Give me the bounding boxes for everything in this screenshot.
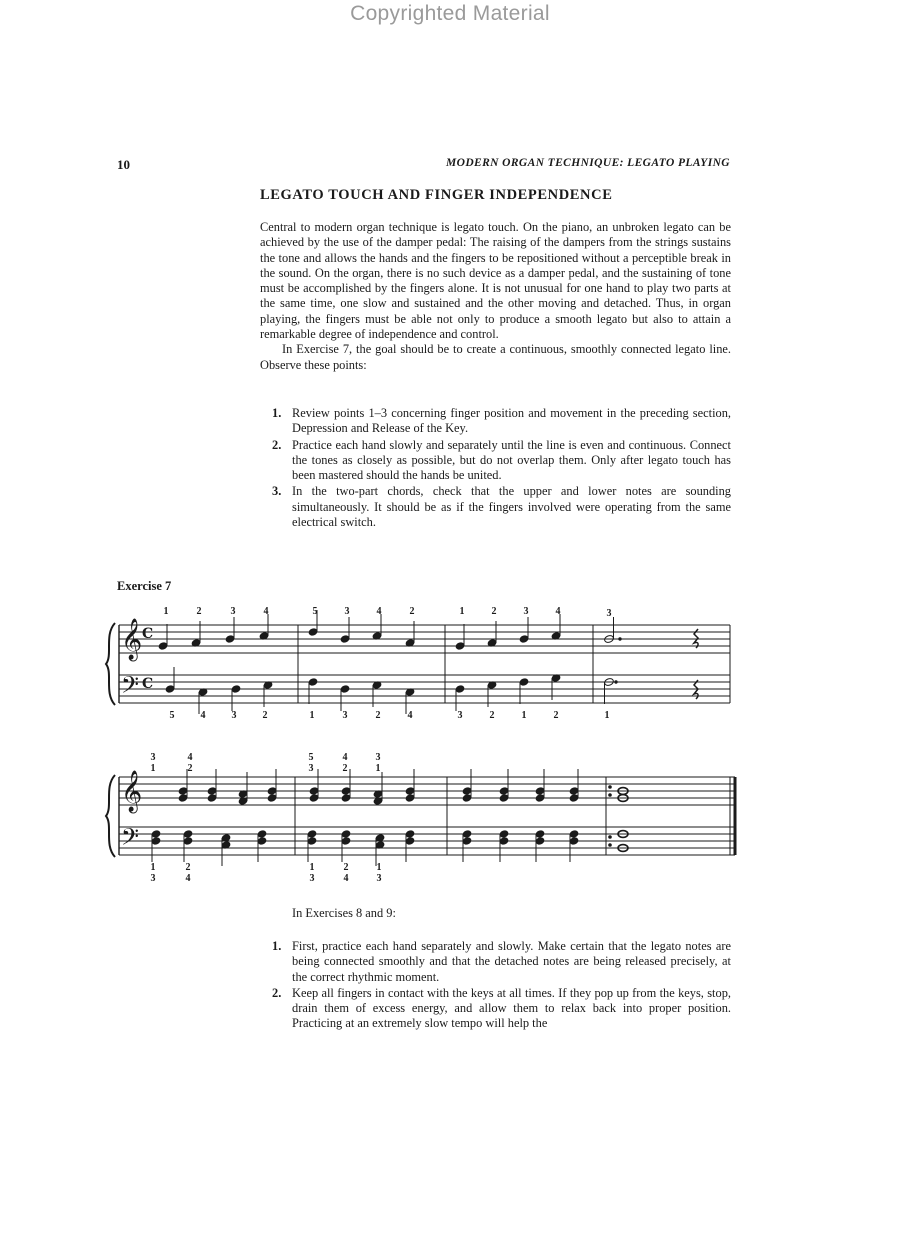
fingering-number: 3 [309, 873, 315, 884]
note-head [165, 685, 175, 693]
note-head [455, 642, 465, 650]
section-title: LEGATO TOUCH AND FINGER INDEPENDENCE [260, 187, 613, 203]
copyright-watermark: Copyrighted Material [350, 2, 550, 25]
fingering-number: 3 [344, 606, 350, 617]
fingering-number: 2 [491, 606, 497, 617]
fingering-number: 2 [262, 710, 268, 721]
fingering-number: 4 [555, 606, 561, 617]
running-title: MODERN ORGAN TECHNIQUE: LEGATO PLAYING [446, 157, 730, 169]
fingering-number: 3 [308, 763, 314, 774]
note-head [225, 635, 235, 643]
bass-clef-icon: 𝄢 [121, 823, 140, 856]
list-item-text: First, practice each hand separately and slowly. Make certain that the legato notes are being connected smoothly and that the detached notes are being released precisely, at the correct rhythmic moment. [292, 939, 731, 984]
fingering-number: 1 [375, 763, 381, 774]
fingering-number: 1 [309, 710, 315, 721]
fingering-number: 5 [312, 606, 318, 617]
list-item-text: Keep all fingers in contact with the keys at all times. If they pop up from the keys, stop, drain them of excess energy, and allow them to relax back into proper position. Practicing at an extremely slow tempo will help the [292, 985, 731, 1031]
common-time-icon: C [142, 676, 154, 692]
exercises-8-9-points-list [272, 939, 731, 1033]
fingering-number: 3 [150, 873, 156, 884]
fingering-number: 2 [553, 710, 559, 721]
fingering-number: 3 [457, 710, 463, 721]
fingering-number: 3 [342, 710, 348, 721]
fingering-number: 1 [163, 606, 169, 617]
brace-system-1 [106, 623, 115, 705]
fingering-number: 2 [375, 710, 381, 721]
fingering-number: 3 [230, 606, 236, 617]
fingering-number: 4 [185, 873, 191, 884]
list-item-text: Practice each hand slowly and separately until the line is even and continuous. Connect the tones as closely as possible, but do not overlap them. Only after legato touch has been mastered should the hands be united. [292, 437, 731, 483]
fingering-number: 3 [606, 608, 612, 619]
dot [619, 638, 621, 640]
list-item-text: Review points 1–3 concerning finger position and movement in the preceding section, Depression and Release of the Key. [292, 406, 731, 436]
fingering-number: 5 [308, 752, 314, 763]
fingering-number: 3 [150, 752, 156, 763]
fingering-number: 1 [309, 862, 315, 873]
fingering-number: 3 [376, 873, 382, 884]
exercise-7-label: Exercise 7 [117, 579, 172, 593]
list-item-number: 1. [272, 939, 282, 953]
exercises-8-9-heading: In Exercises 8 and 9: [292, 906, 396, 920]
list-item-text: In the two-part chords, check that the upper and lower notes are sounding simultaneously. It should be as if the fingers involved were operating from the same electrical switch. [292, 484, 731, 530]
treble-clef-icon: 𝄞 [121, 619, 143, 660]
paragraph-legato-touch: Central to modern organ technique is legato touch. On the piano, an unbroken legato can be achieved by the use of the damper pedal: The raising of the dampers from the strings sustains the tone and allows the hands and the fingers to be repositioned without a perceptible break in the sound. On the organ, there is no such device as a damper pedal, and the sustaining of tone must be accomplished by the fingers alone. It is not unusual for one hand to play two parts at the same time, one slow and sustained and the other moving and detached. Thus, in organ playing, the fingers must be able not only to produce a smooth legato but also to attain a remarkable degree of independence and control. [260, 220, 731, 342]
note-head [158, 642, 168, 650]
fingering-number: 1 [150, 763, 156, 774]
note-head [340, 685, 350, 693]
fingering-number: 4 [263, 606, 269, 617]
common-time-icon: C [142, 626, 154, 642]
list-item-number: 3. [272, 484, 282, 499]
fingering-number: 3 [375, 752, 381, 763]
treble-clef-icon: 𝄞 [121, 771, 143, 812]
page-number: 10 [117, 157, 130, 172]
fingering-number: 1 [521, 710, 527, 721]
note-head [340, 635, 350, 643]
list-item [272, 939, 731, 985]
fingering-number: 1 [604, 710, 610, 721]
list-item-number: 2. [272, 437, 282, 452]
note-head [519, 678, 529, 686]
list-item-number: 1. [272, 406, 282, 420]
fingering-number: 5 [169, 710, 175, 721]
fingering-number: 1 [376, 862, 382, 873]
fingering-number: 2 [409, 606, 415, 617]
bass-clef-icon: 𝄢 [121, 671, 140, 704]
note-head [308, 628, 318, 636]
fingering-number: 2 [489, 710, 495, 721]
fingering-number: 4 [187, 752, 193, 763]
fingering-number: 4 [342, 752, 348, 763]
fingering-number: 1 [459, 606, 465, 617]
fingering-number: 2 [343, 862, 349, 873]
fingering-number: 4 [343, 873, 349, 884]
fingering-number: 4 [407, 710, 413, 721]
fingering-number: 2 [185, 862, 191, 873]
list-item-number: 2. [272, 985, 282, 1000]
fingering-number: 4 [376, 606, 382, 617]
note-head [519, 635, 529, 643]
paragraph-exercise-7-intro: In Exercise 7, the goal should be to create a continuous, smoothly connected legato line. Observe these points: [260, 342, 731, 372]
fingering-number: 2 [187, 763, 193, 774]
fingering-number: 4 [200, 710, 206, 721]
fingering-number: 2 [196, 606, 202, 617]
brace-system-2 [106, 775, 115, 857]
note-head [455, 685, 465, 693]
fingering-number: 2 [342, 763, 348, 774]
note-head [308, 678, 318, 686]
note-head [231, 685, 241, 693]
fingering-number: 3 [231, 710, 237, 721]
fingering-number: 3 [523, 606, 529, 617]
fingering-number: 1 [150, 862, 156, 873]
dot [615, 681, 617, 683]
list-item [272, 986, 731, 1032]
